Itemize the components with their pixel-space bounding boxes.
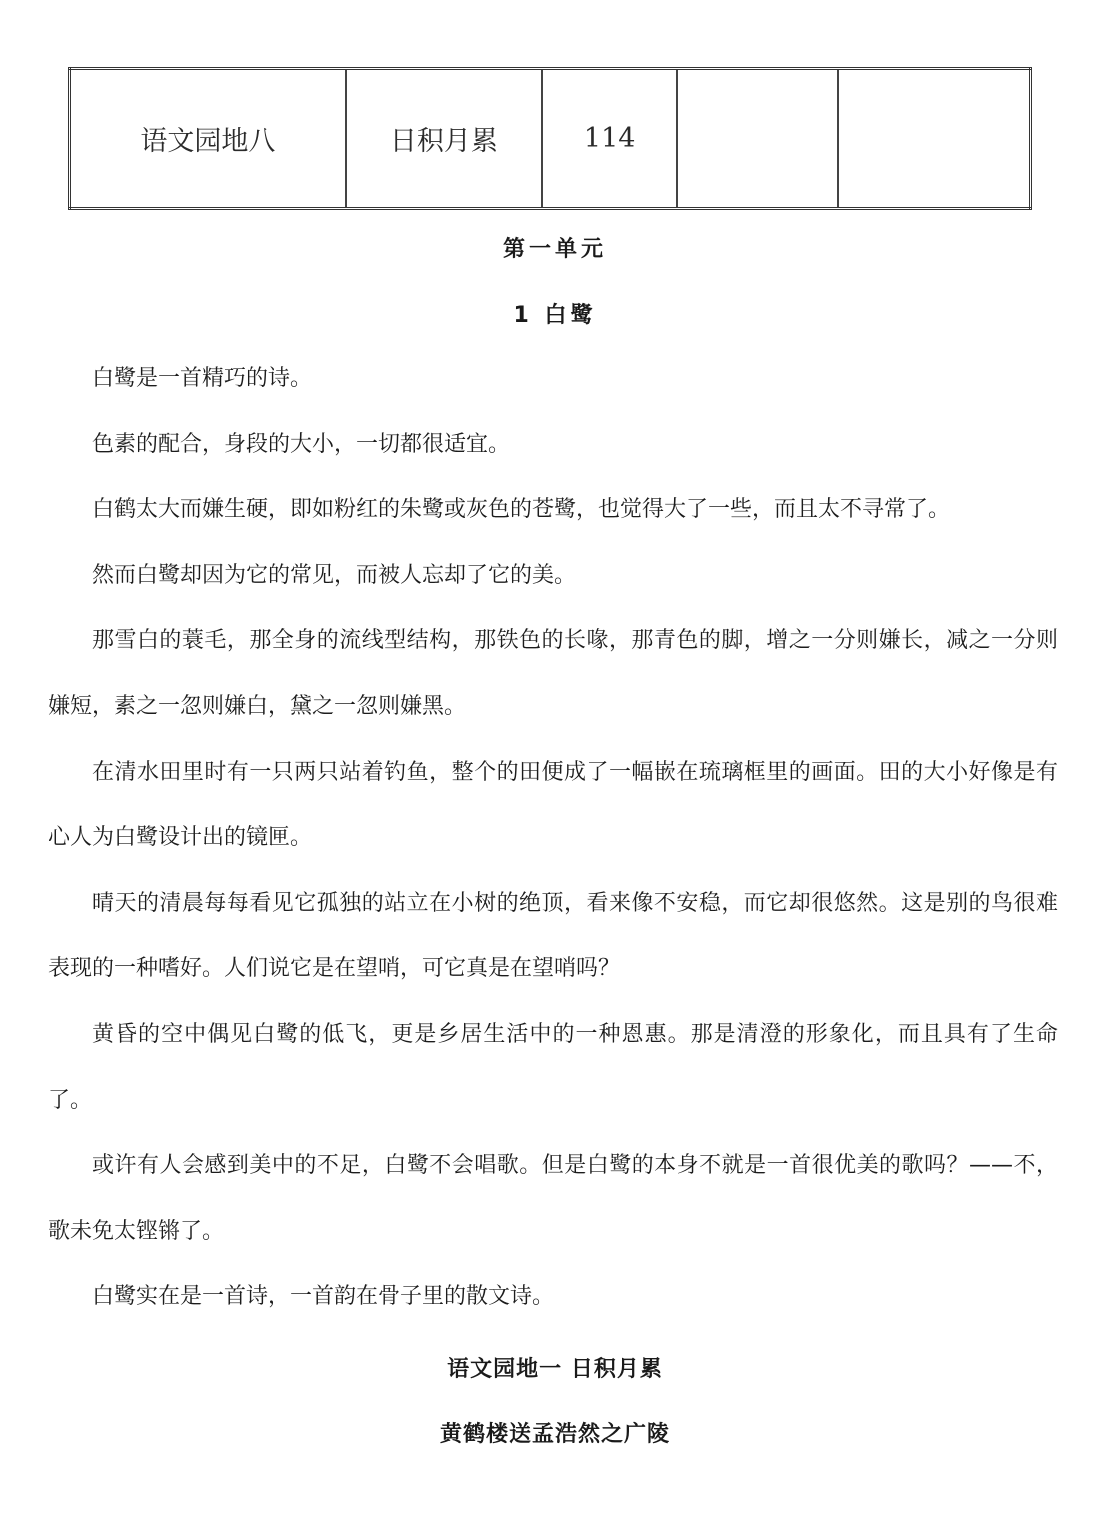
- table-cell-empty-1: [677, 69, 837, 209]
- paragraph: 白鹭是一首精巧的诗。: [92, 366, 313, 391]
- table-cell-page: 114: [542, 69, 677, 209]
- paragraph: 白鹤太大而嫌生硬，即如粉红的朱鹭或灰色的苍鹭，也觉得大了一些，而且太不寻常了。: [92, 497, 951, 523]
- table-cell-topic: 日积月累: [346, 69, 542, 209]
- poem-title: 黄鹤楼送孟浩然之广陵: [439, 1422, 670, 1447]
- lesson-title: 1 白鹭: [513, 303, 597, 328]
- paragraph: 黄昏的空中偶见白鹭的低飞，更是乡居生活中的一种恩惠。那是清澄的形象化，而且具有了生命了。: [48, 1021, 1058, 1113]
- paragraph: 在清水田里时有一只两只站着钓鱼，整个的田便成了一幅嵌在琉璃框里的画面。田的大小好像是有心人为白鹭设计出的镜匣。: [48, 759, 1058, 851]
- paragraph: 色素的配合，身段的大小，一切都很适宜。: [92, 431, 511, 457]
- table-cell-section: 语文园地八: [70, 69, 346, 209]
- table-cell-empty-2: [838, 69, 1031, 209]
- paragraph: 然而白鹭却因为它的常见，而被人忘却了它的美。: [92, 562, 577, 588]
- table-row: [70, 69, 1031, 209]
- article-body: [48, 346, 1058, 1330]
- section-heading: 语文园地一 日积月累: [447, 1357, 663, 1382]
- paragraph: 或许有人会感到美中的不足，白鹭不会唱歌。但是白鹭的本身不就是一首很优美的歌吗？——不，歌未免太铿锵了。: [48, 1153, 1058, 1244]
- paragraph: 白鹭实在是一首诗，一首韵在骨子里的散文诗。: [92, 1284, 555, 1310]
- paragraph: 晴天的清晨每每看见它孤独的站立在小树的绝顶，看来像不安稳，而它却很悠然。这是别的鸟很难表现的一种嗜好。人们说它是在望哨，可它真是在望哨吗？: [48, 890, 1058, 982]
- contents-table: [68, 67, 1032, 210]
- unit-heading: 第一单元: [502, 237, 607, 262]
- paragraph: 那雪白的蓑毛，那全身的流线型结构，那铁色的长喙，那青色的脚，增之一分则嫌长，减之一分则嫌短，素之一忽则嫌白，黛之一忽则嫌黑。: [48, 628, 1058, 719]
